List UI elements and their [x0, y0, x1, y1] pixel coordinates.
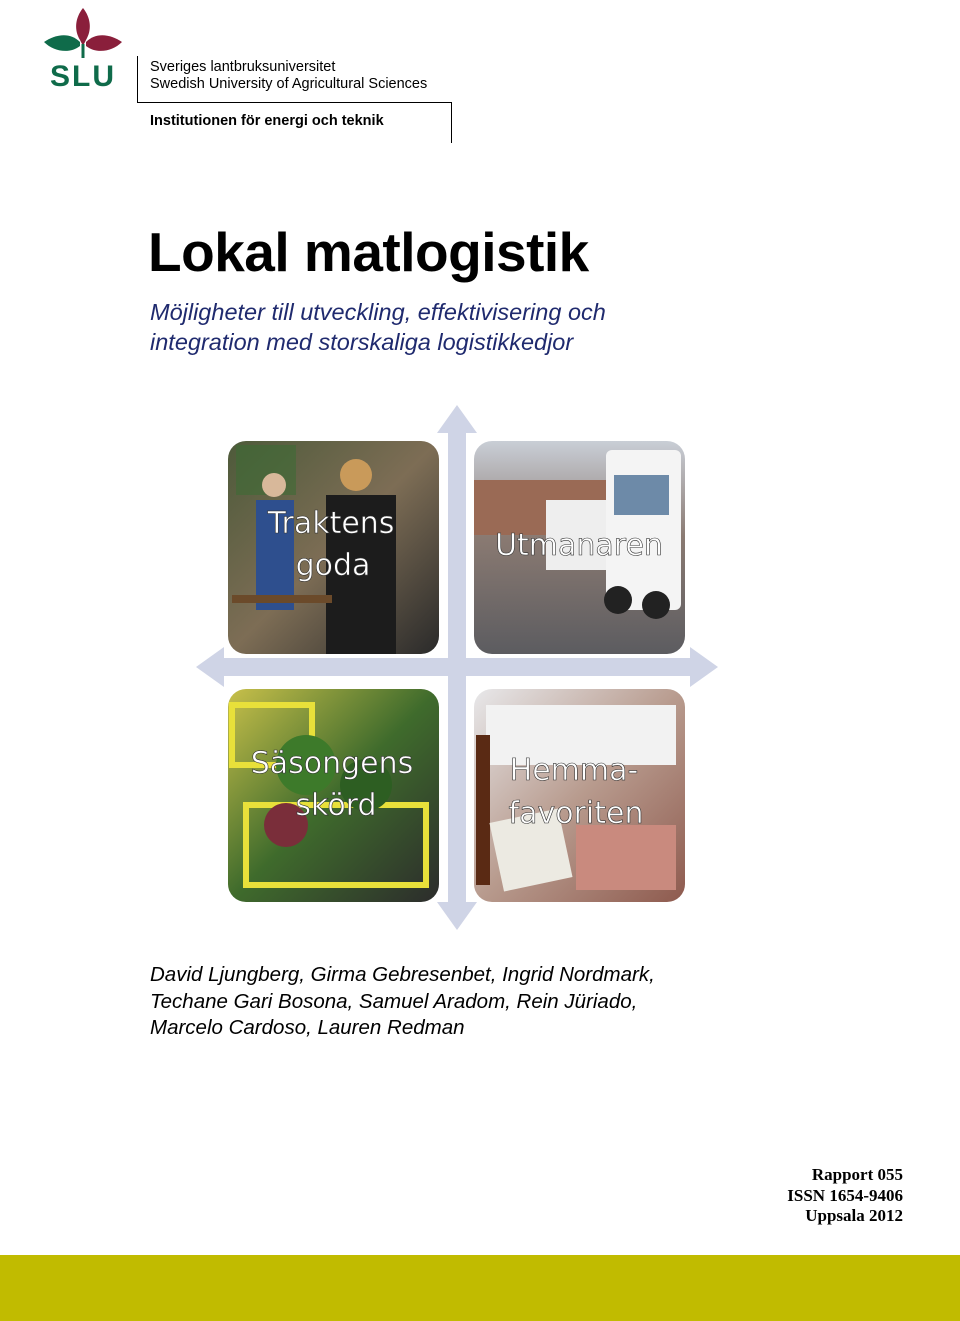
authors-line: Techane Gari Bosona, Samuel Aradom, Rein Jüriado, [150, 989, 638, 1013]
university-name-english: Swedish University of Agricultural Sciences [150, 76, 428, 92]
authors-line: David Ljungberg, Girma Gebresenbet, Ingrid Nordmark, [150, 963, 655, 986]
quadrant-traktens-goda [228, 441, 439, 654]
authors-line: Marcelo Cardoso, Lauren Redman [150, 1016, 465, 1039]
header-divider-vertical-right [451, 102, 452, 143]
header-divider-horizontal [137, 102, 452, 103]
report-number: Rapport 055 [811, 1165, 903, 1184]
quadrant-utmanaren [474, 441, 685, 654]
quadrant-label: favoriten [508, 796, 644, 831]
university-name-swedish: Sveriges lantbruksuniversitet [150, 59, 336, 75]
slu-leaf-icon [44, 8, 122, 58]
report-metadata [787, 1165, 903, 1227]
quadrant-label: Hemma- [509, 753, 639, 788]
authors [150, 962, 655, 1042]
slu-logo [38, 6, 128, 92]
department-name: Institutionen för energi och teknik [150, 113, 384, 129]
footer-accent-bar [0, 1255, 960, 1321]
header-divider-vertical [137, 56, 138, 103]
report-title: Lokal matlogistik [148, 221, 589, 283]
quadrant-hemmafavoriten [474, 689, 685, 902]
quadrant-label: Traktens [267, 506, 395, 541]
slu-logo-text: SLU [50, 60, 116, 92]
report-issn: ISSN 1654-9406 [787, 1185, 903, 1205]
quadrant-label: skörd [295, 788, 377, 823]
subtitle-line: Möjligheter till utveckling, effektivisering och [150, 299, 606, 325]
report-subtitle [150, 297, 606, 357]
report-place-year: Uppsala 2012 [805, 1206, 903, 1225]
subtitle-line: integration med storskaliga logistikkedjor [150, 329, 574, 355]
quadrant-label: Säsongens [250, 746, 414, 781]
quadrant-sasongens-skord [228, 689, 439, 902]
quadrant-label: goda [295, 548, 371, 583]
quadrant-graphic [196, 405, 718, 930]
quadrant-label: Utmanaren [495, 528, 663, 563]
